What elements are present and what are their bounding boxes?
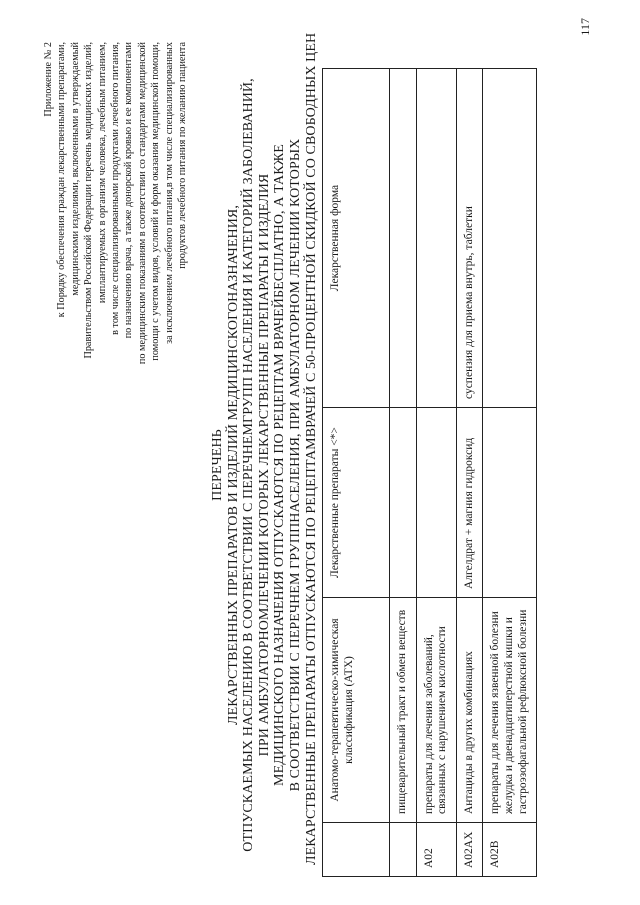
header-code — [323, 823, 390, 877]
header-dosage-form: Лекарственная форма — [323, 69, 390, 408]
page-number: 117 — [578, 18, 592, 36]
document-heading — [210, 32, 319, 865]
table-row — [416, 69, 456, 877]
appendix-line: по медицинским показаниям в соответствии со стандартами медицинской — [136, 42, 148, 365]
header-atc-classification: Анатомо-терапевтическо-химическая классификация (АТХ) — [323, 598, 390, 823]
appendix-line: медицинскими изделиями, включенными в утверждаемый — [69, 42, 81, 296]
cell-form: суспензия для приема внутрь, таблетки — [456, 69, 483, 408]
appendix-line: по назначению врача, а также донорской кровью и ее компонентами — [123, 42, 135, 339]
table-row — [483, 69, 537, 877]
heading-line: ЛЕКАРСТВЕННЫХ ПРЕПАРАТОВ И ИЗДЕЛИЙ МЕДИЦИНСКОГОНАЗНАЧЕНИЯ, — [225, 205, 241, 725]
heading-line: ПЕРЕЧЕНЬ — [210, 429, 225, 501]
cell-classification: препараты для лечения язвенной болезни желудка и двенадцатиперстной кишки и гастроэзофагальной рефлюксной болезни — [483, 598, 537, 823]
cell-classification: препараты для лечения заболеваний, связанных с нарушением кислотности — [416, 598, 456, 823]
cell-drug — [483, 408, 537, 598]
heading-line: МЕДИЦИНСКОГО НАЗНАЧЕНИЯ ОТПУСКАЮТСЯ ПО РЕЦЕПТАМ ВРАЧЕЙБЕСПЛАТНО, А ТАКЖЕ — [272, 144, 288, 786]
heading-line: ОТПУСКАЕМЫХ НАСЕЛЕНИЮ В СООТВЕТСТВИИ С ПЕРЕЧНЕМГРУПП НАСЕЛЕНИЯ И КАТЕГОРИЙ ЗАБОЛЕВАНИЙ, — [241, 78, 257, 852]
appendix-line: к Порядку обеспечения граждан лекарственными препаратами, — [56, 42, 68, 318]
cell-drug — [390, 408, 417, 598]
cell-classification: пищеварительный тракт и обмен веществ — [390, 598, 417, 823]
appendix-line: Приложение № 2 — [43, 42, 54, 117]
heading-line: В СООТВЕТСТВИИ С ПЕРЕЧНЕМ ГРУППНАСЕЛЕНИЯ, ПРИ АМБУЛАТОРНОМ ЛЕЧЕНИИ КОТОРЫХ — [287, 138, 303, 792]
heading-line: ЛЕКАРСТВЕННЫЕ ПРЕПАРАТЫ ОТПУСКАЮТСЯ ПО РЕЦЕПТАМВРАЧЕЙ С 50-ПРОЦЕНТНОЙ СКИДКОЙ СО СВОБОДНЫХ ЦЕН — [303, 32, 319, 865]
table-header-row — [323, 69, 390, 877]
table-row — [456, 69, 483, 877]
cell-code: A02AX — [456, 823, 483, 877]
appendix-note — [42, 42, 189, 512]
cell-classification: Антациды в других комбинациях — [456, 598, 483, 823]
cell-form — [390, 69, 417, 408]
appendix-line: Правительством Российской Федерации перечень медицинских изделий, — [83, 42, 95, 359]
cell-code: A02B — [483, 823, 537, 877]
appendix-line: за исключением лечебного питания,в том числе специализированных — [163, 42, 175, 344]
cell-form — [483, 69, 537, 408]
table-row — [390, 69, 417, 877]
appendix-line: имплантируемых в организм человека, лечебным питанием, — [96, 42, 108, 304]
cell-code: A02 — [416, 823, 456, 877]
cell-code — [390, 823, 417, 877]
cell-drug: Алгелдрат + магния гидроксид — [456, 408, 483, 598]
heading-line: ПРИ АМБУЛАТОРНОМЛЕЧЕНИИ КОТОРЫХ ЛЕКАРСТВЕННЫЕ ПРЕПАРАТЫ И ИЗДЕЛИЯ — [256, 173, 272, 757]
appendix-line: в том числе специализированными продуктами лечебного питания, — [110, 42, 122, 335]
cell-drug — [416, 408, 456, 598]
appendix-line: помощи с учетом видов, условий и форм оказания медицинской помощи, — [150, 42, 162, 361]
appendix-line: продуктов лечебного питания по желанию пациента — [177, 42, 189, 269]
header-drugs: Лекарственные препараты <*> — [323, 408, 390, 598]
cell-form — [416, 69, 456, 408]
drug-list-table — [322, 68, 537, 877]
